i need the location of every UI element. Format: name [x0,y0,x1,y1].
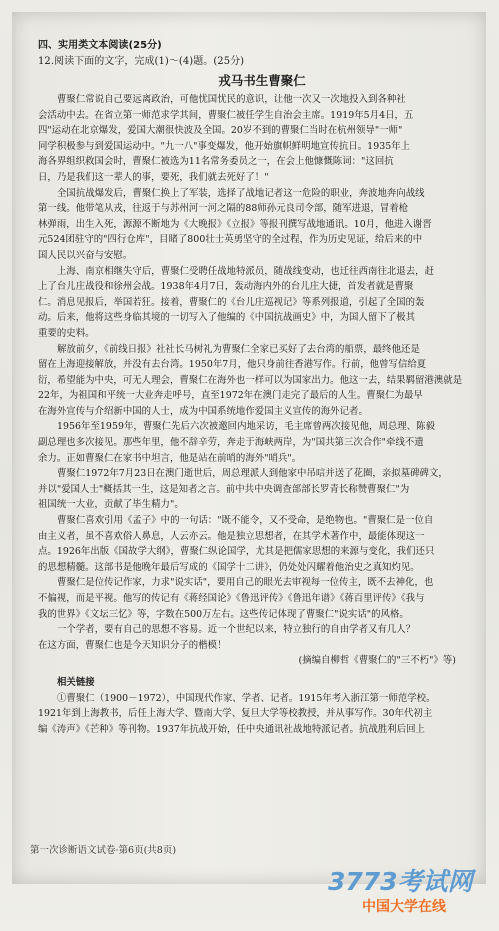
watermark-caption: 中国大学在线 [362,899,446,915]
paragraph-line: 上了台儿庄战役和徐州会战。1938年4月7日，轰动海内外的台儿庄大捷，首发者就是曹聚 [38,281,414,293]
watermark-site-label: 3773考试网 [328,867,473,896]
paragraph-line: 日，乃是我们这一辈人的事，要死，我们就去死好了！" [38,171,269,183]
paragraph-line: 会活动中去。在省立第一师范求学其间，曹聚仁被任学生自治会主席。1919年5月4日，五 [38,109,414,121]
related-link-heading: 相关链接 [57,676,95,688]
paragraph-line: 留在上海迎接解放，并没有去台湾。1950年7月，他只身前往香港写作。行前，他曾写信给夏 [38,359,427,371]
paragraph-line: 动。后来，他将这些身临其境的一切写入了他编的《中国抗战画史》中，为国人留下了极其 [38,312,416,324]
paragraph-line: 22年，为祖国和平统一大业奔走呼号，直至1972年在澳门走完了最后的人生。曹聚仁为最早 [38,390,423,402]
paragraph-line: 解放前夕，《前线日报》社社长马树礼为曹聚仁全家已买好了去台湾的船票，最终他还是 [57,343,420,355]
paragraph-line: 一个学者，要有自己的思想不容易。近一个世纪以来，特立独行的自由学者又有几人？ [57,624,416,636]
section-heading: 四、实用类文本阅读(25分) [38,40,162,51]
paragraph-line: 曹聚仁是位传记作家，力求"说实话"，要用自己的眼光去审视每一位传主，既不去神化，也 [57,577,434,589]
paragraph-line: 同学积极参与到爱国运动中。"九一八"事变爆发，他开始旗帜鲜明地宣传抗日。1935年上 [38,140,411,152]
source-citation: (摘编自柳哲《曹聚仁的"三不朽"》等) [298,655,456,667]
paragraph-line: 元524团驻守的"四行仓库"，目睹了800壮士英勇坚守的全过程，作为历史见证，给后来的中 [38,234,423,246]
paragraph-line: 的思想精髓。这部书是他晚年最后写成的《国学十二讲》，仍处处闪耀着他治史之真知灼见。 [38,561,420,573]
paragraph-line: 国人民以兴奋与安慰。 [38,249,133,261]
paragraph-line: 曹聚仁1972年7月23日在澳门逝世后，周总理派人到他家中吊唁并送了花圈，亲拟墓碑碑文， [57,468,448,480]
related-link-line: 1921年到上海教书，后任上海大学、暨南大学、复旦大学等校教授，并从事写作。30年代初主 [38,708,433,720]
paragraph-line: 在海外宣传与介绍新中国的人士，成为中国系统地作爱国主义宣传的海外记者。 [38,405,368,417]
paragraph-line: 林弹雨，出生入死，源源不断地为《大晚报》《立报》等报刊撰写战地通讯。10月，他进入谢晋 [38,218,432,230]
exam-content [38,38,486,737]
paragraph-line: 点。1926年出版《国故学大纲》，曹聚仁纵论国学，尤其是把儒家思想的来源与变化，我们还只 [38,546,435,558]
paragraph-line: 四"运动在北京爆发，爱国大潮很快波及全国。20岁不到的曹聚仁当时在杭州领导"一师" [38,125,403,137]
related-link-line: 编《涛声》《芒种》等刊物。1937年抗战开始，任中央通讯社战地特派记者。抗战胜利后回上 [38,723,425,735]
page-footer: 第一次诊断语文试卷·第6页(共8页) [30,845,177,856]
paragraph-line: 余力。正如曹聚仁在家书中坦言，他是站在前哨的海外"哨兵"。 [38,452,302,464]
paragraph-line: 重要的史料。 [38,327,95,339]
watermark-logo [328,862,473,898]
related-link-body [38,691,486,738]
paragraph-line: 曹聚仁常说自己要远离政治，可他忧国忧民的意识，让他一次又一次地投入到各种社 [57,94,406,105]
paragraph-line: 海各界组织救国会时，曹聚仁被选为11名常务委员之一，在会上他慷慨陈词："这回抗 [38,156,394,168]
question-prompt: 12.阅读下面的文字，完成(1)～(4)题。(25分) [38,56,245,67]
related-link-line: ①曹聚仁（1900－1972），中国现代作家、学者、记者。1915年考入浙江第一师范学校。 [57,692,436,704]
paragraph-line: 由主义者，虽不喜欢俗人鼻息，人云亦云。他是独立思想者，在其学术著作中，最能体现这一 [38,530,425,542]
paragraph-line: 仁。消息见报后，举国若狂。接着，曹聚仁的《台儿庄巡视记》等系列报道，引起了全国的轰 [38,296,425,308]
article-title: 戎马书生曹聚仁 [218,73,306,88]
paragraph-line: 第一线。他带笔从戎，往返于与苏州河一河之隔的88师孙元良司令部，随军进退，冒着枪 [38,203,409,215]
paragraph-line: 曹聚仁喜欢引用《孟子》中的一句话："既不能令，又不受命，是绝物也。"曹聚仁是一位自 [57,515,434,527]
paragraph-line: 1956年至1959年，曹聚仁先后六次被邀回内地采访，毛主席曾两次接见他，周总理、陈毅 [57,421,435,433]
article-body [38,92,486,653]
paragraph-line: 副总理也多次接见。那些年里，他不辞辛劳，奔走于海峡两岸，为"国共第三次合作"牵线不遗 [38,437,424,449]
paragraph-line: 在这方面，曹聚仁也是今天知识分子的楷模！ [38,639,227,651]
paragraph-line: 不偏视，而是平视。他写的传记有《蒋经国论》《鲁迅评传》《鲁迅年谱》《蒋百里评传》《我与 [38,593,425,604]
paragraph-line: 并以"爱国人士"概括其一生，这是知者之言。前中共中央调查部部长罗青长称赞曹聚仁"为 [38,483,410,495]
paragraph-line: 衍，希望能为中央，可无人理会，曹聚仁在海外也一样可以为国家出力。他这一去，结果羁留港澳就是 [38,374,463,386]
exam-sheet [12,12,486,884]
paragraph-line: 上海、南京相继失守后，曹聚仁受聘任战地特派员，随战线变动，也迁往西南往北退去，赶 [57,265,435,277]
paragraph-line: 祖国统一大业，贡献了毕生精力"。 [38,499,184,511]
paragraph-line: 我的世界》《文坛三忆》等，字数在500万左右。这些传记体现了曹聚仁"说实话"的风格。 [38,608,409,620]
paragraph-line: 全国抗战爆发后，曹聚仁换上了军装，选择了战地记者这一危险的职业，奔波地奔向战线 [57,187,425,199]
